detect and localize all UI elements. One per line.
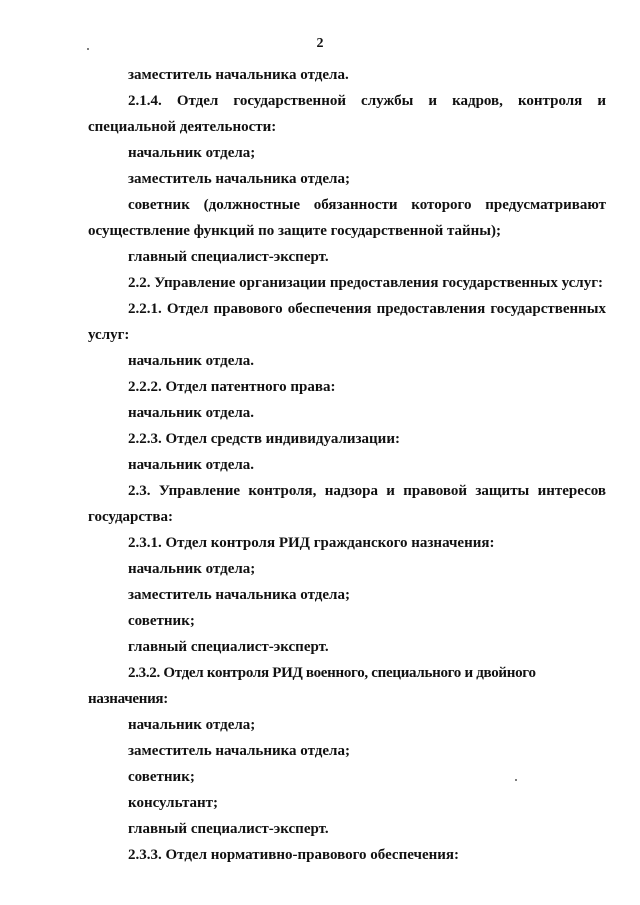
- paragraph-25: главный специалист-эксперт.: [128, 821, 329, 837]
- paragraph-3: начальник отдела;: [128, 145, 256, 161]
- paragraph-17: заместитель начальника отдела;: [128, 587, 350, 603]
- paragraph-section-2-2-2: 2.2.2. Отдел патентного права:: [128, 379, 336, 395]
- paragraph-21: начальник отдела;: [128, 717, 256, 733]
- paragraph-16: начальник отдела;: [128, 561, 256, 577]
- paragraph-section-2-3-2: 2.3.2. Отдел контроля РИД военного, специального и двойного назначения:: [88, 665, 536, 707]
- paragraph-18: советник;: [128, 613, 195, 629]
- paragraph-section-2-3: 2.3. Управление контроля, надзора и правовой защиты интересов государства:: [88, 483, 606, 525]
- paragraph-23: советник;: [128, 769, 195, 785]
- paragraph-section-2-2-1: 2.2.1. Отдел правового обеспечения предоставления государственных услуг:: [88, 301, 606, 343]
- paragraph-19: главный специалист-эксперт.: [128, 639, 329, 655]
- paragraph-1: заместитель начальника отдела.: [128, 67, 349, 83]
- paragraph-section-2-2: 2.2. Управление организации предоставления государственных услуг:: [128, 275, 604, 291]
- paragraph-13: начальник отдела.: [128, 457, 255, 473]
- scan-speck: [87, 48, 89, 50]
- page-number: 2: [316, 36, 324, 51]
- paragraph-4: заместитель начальника отдела;: [128, 171, 350, 187]
- paragraph-5: советник (должностные обязанности которого предусматривают осуществление функций по защите государственной тайны);: [88, 197, 606, 239]
- paragraph-11: начальник отдела.: [128, 405, 255, 421]
- scan-speck: [515, 779, 517, 781]
- document-body: [88, 62, 606, 868]
- paragraph-section-2-3-3: 2.3.3. Отдел нормативно-правового обеспечения:: [128, 847, 460, 863]
- paragraph-22: заместитель начальника отдела;: [128, 743, 350, 759]
- paragraph-24: консультант;: [128, 795, 219, 811]
- paragraph-9: начальник отдела.: [128, 353, 255, 369]
- paragraph-6: главный специалист-эксперт.: [128, 249, 329, 265]
- paragraph-section-2-2-3: 2.2.3. Отдел средств индивидуализации:: [128, 431, 400, 447]
- paragraph-section-2-1-4: 2.1.4. Отдел государственной службы и кадров, контроля и специальной деятельности:: [88, 93, 606, 135]
- paragraph-section-2-3-1: 2.3.1. Отдел контроля РИД гражданского назначения:: [128, 535, 495, 551]
